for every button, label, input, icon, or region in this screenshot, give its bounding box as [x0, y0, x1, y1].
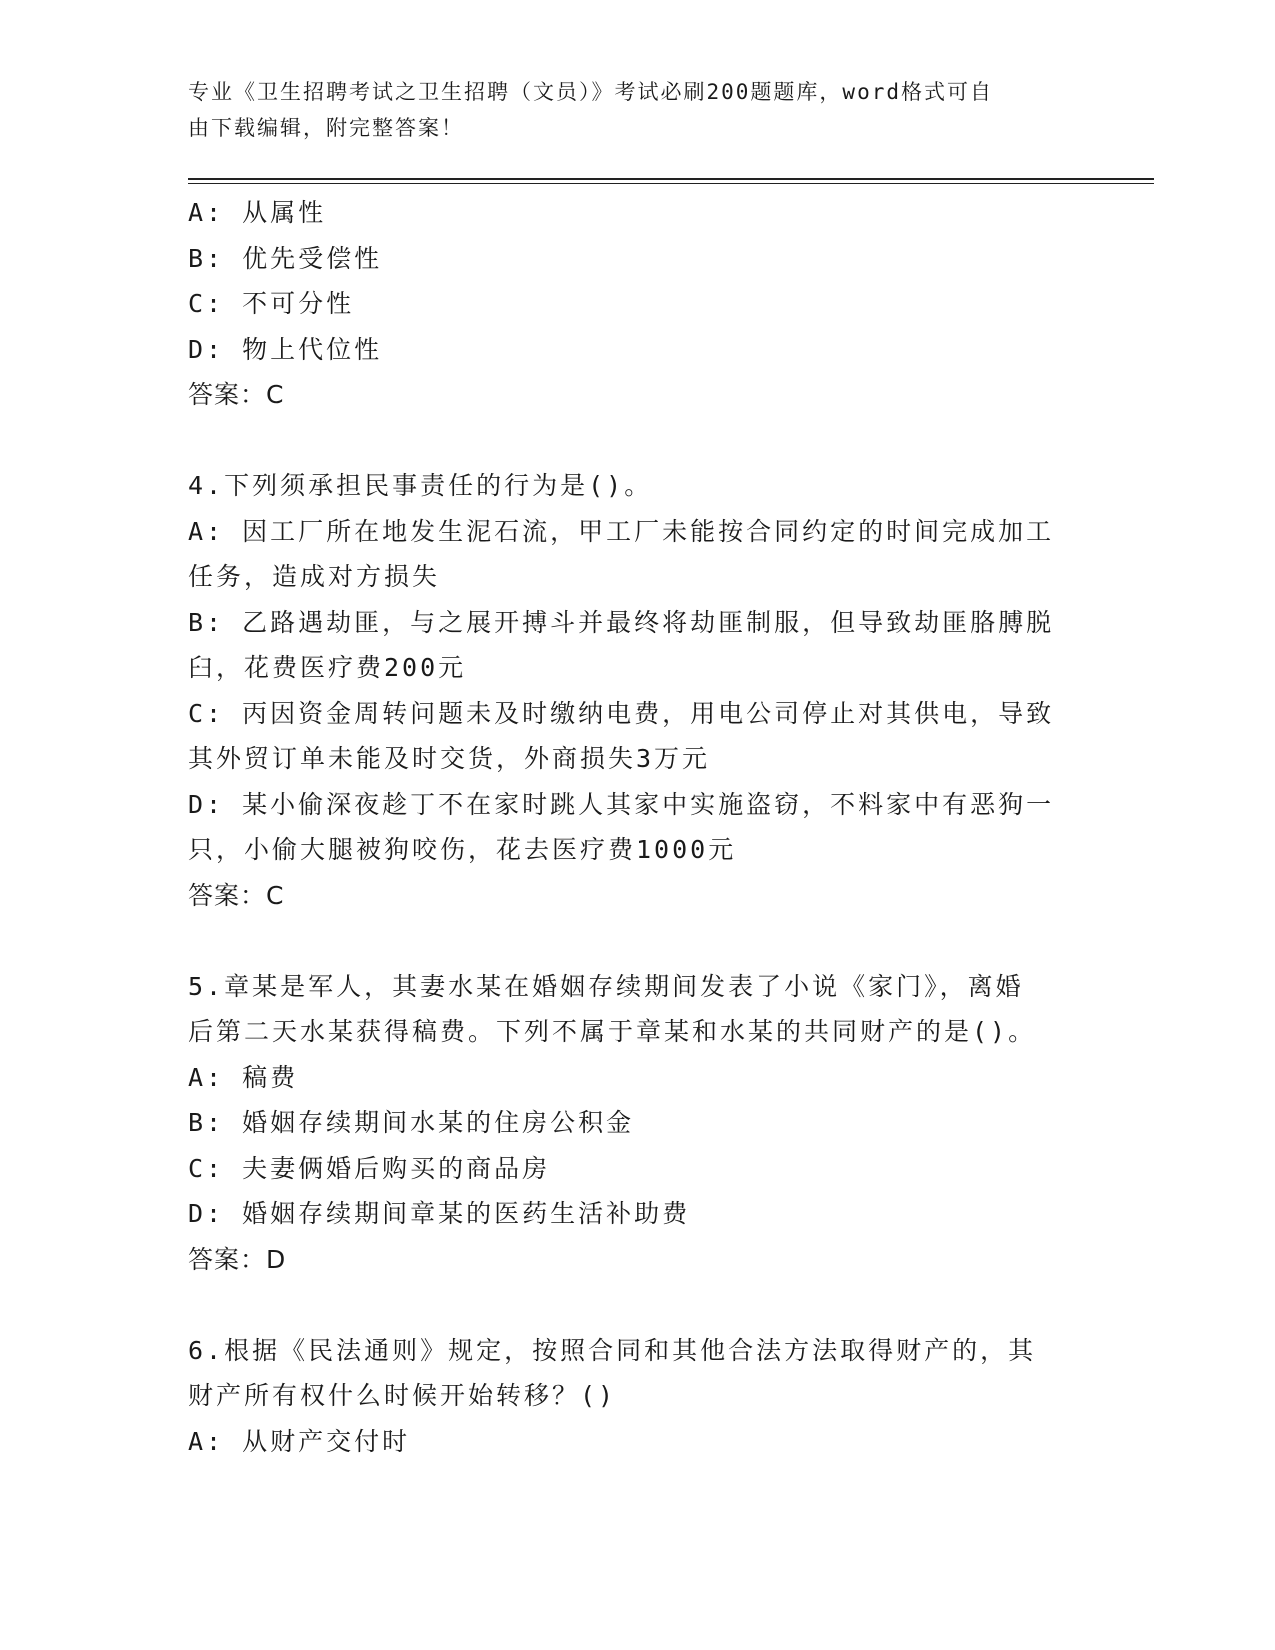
question-4-stem: 4.下列须承担民事责任的行为是()。	[188, 471, 653, 500]
question-4-option-b-line-1: B: 乙路遇劫匪，与之展开搏斗并最终将劫匪制服，但导致劫匪胳膊脱	[188, 607, 1055, 637]
question-4-option-a-line-1: A: 因工厂所在地发生泥石流，甲工厂未能按合同约定的时间完成加工	[188, 516, 1055, 546]
spacer	[188, 418, 1088, 464]
spacer	[188, 918, 1088, 964]
header-rule-thin	[188, 183, 1154, 184]
question-5-stem-line-2: 后第二天水某获得稿费。下列不属于章某和水某的共同财产的是()。	[188, 1017, 1037, 1046]
question-4-option-a-line-2: 任务，造成对方损失	[188, 562, 441, 591]
question-4-answer: 答案：C	[188, 880, 285, 910]
question-3-option-c: C: 不可分性	[188, 289, 355, 318]
question-4-option-b-line-2: 臼，花费医疗费200元	[188, 653, 467, 682]
question-list	[188, 190, 1088, 1464]
question-6-stem-line-2: 财产所有权什么时候开始转移？()	[188, 1381, 617, 1410]
question-3-option-b: B: 优先受偿性	[188, 243, 383, 273]
header-line-2: 由下载编辑，附完整答案！	[188, 116, 464, 140]
header-line-1: 专业《卫生招聘考试之卫生招聘（文员）》考试必刷200题题库，word格式可自	[188, 80, 993, 104]
question-5-option-c: C: 夫妻俩婚后购买的商品房	[188, 1153, 551, 1183]
question-5-option-d: D: 婚姻存续期间章某的医药生活补助费	[188, 1199, 691, 1228]
question-4-option-c-line-2: 其外贸订单未能及时交货，外商损失3万元	[188, 744, 711, 773]
question-5-stem-line-1: 5.章某是军人，其妻水某在婚姻存续期间发表了小说《家门》，离婚	[188, 971, 1024, 1001]
question-3-block	[188, 190, 1088, 418]
document-header	[188, 74, 1068, 146]
question-6-block	[188, 1328, 1088, 1465]
spacer	[188, 1282, 1088, 1328]
question-4-option-d-line-1: D: 某小偷深夜趁丁不在家时跳人其家中实施盗窃，不料家中有恶狗一	[188, 789, 1055, 819]
question-5-option-a: A: 稿费	[188, 1062, 299, 1092]
question-4-option-d-line-2: 只，小偷大腿被狗咬伤，花去医疗费1000元	[188, 835, 737, 864]
question-3-option-d: D: 物上代位性	[188, 334, 383, 364]
question-6-option-a: A: 从财产交付时	[188, 1426, 411, 1456]
question-6-stem-line-1: 6.根据《民法通则》规定，按照合同和其他合法方法取得财产的，其	[188, 1335, 1037, 1365]
question-4-option-c-line-1: C: 丙因资金周转问题未及时缴纳电费，用电公司停止对其供电，导致	[188, 698, 1055, 728]
question-3-answer: 答案：C	[188, 380, 285, 409]
header-rule-thick	[188, 178, 1154, 180]
question-3-option-a: A: 从属性	[188, 198, 327, 227]
question-4-block	[188, 463, 1088, 918]
question-5-answer: 答案：D	[188, 1244, 287, 1274]
question-5-block	[188, 964, 1088, 1283]
question-5-option-b: B: 婚姻存续期间水某的住房公积金	[188, 1108, 635, 1137]
